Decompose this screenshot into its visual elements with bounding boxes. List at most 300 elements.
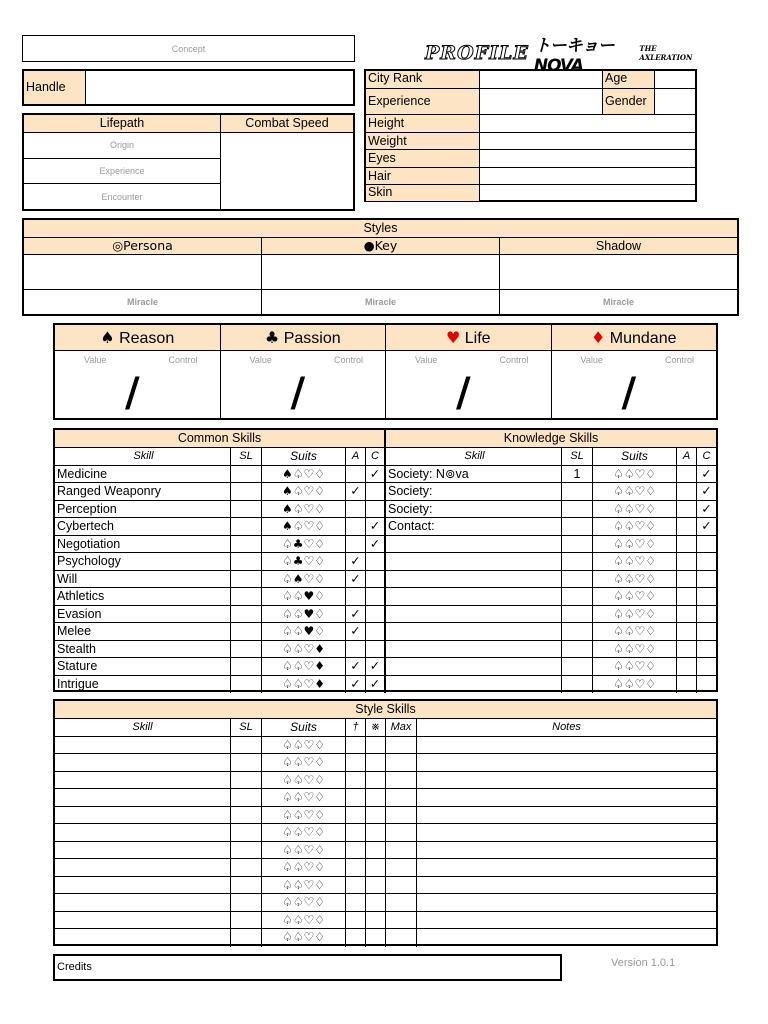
- common-skill-name[interactable]: Melee: [55, 623, 231, 641]
- style-skill-ref[interactable]: [366, 929, 386, 947]
- skin-value[interactable]: [480, 185, 695, 201]
- style-skill-suits: ♤♤♡♢: [262, 754, 346, 772]
- common-skill-suits: ♠♤♡♢: [262, 466, 346, 484]
- attribute-life-slash: /: [456, 370, 471, 416]
- attribute-mundane-value-label: Value: [580, 355, 603, 365]
- gender-value[interactable]: [655, 89, 695, 114]
- style-skill-notes[interactable]: [417, 807, 716, 825]
- style-skill-ref[interactable]: [366, 824, 386, 842]
- style-skill-notes[interactable]: [417, 789, 716, 807]
- common-skill-a[interactable]: ✓: [346, 483, 366, 501]
- common-skill-a[interactable]: [346, 536, 366, 554]
- style-skill-notes[interactable]: [417, 754, 716, 772]
- heart-icon: ♥: [445, 328, 461, 347]
- knowledge-skill-sl[interactable]: [562, 588, 593, 606]
- style-skill-sl[interactable]: [231, 929, 262, 947]
- style-skill-sl[interactable]: [231, 807, 262, 825]
- common-skill-c[interactable]: [366, 641, 386, 659]
- attribute-reason-label: Reason: [119, 330, 175, 347]
- height-value[interactable]: [480, 115, 695, 132]
- knowledge-skill-c[interactable]: [697, 536, 716, 554]
- style-skill-notes[interactable]: [417, 772, 716, 790]
- common-skill-a[interactable]: ✓: [346, 623, 366, 641]
- knowledge-skill-c[interactable]: ✓: [697, 518, 716, 536]
- knowledge-skill-suits: ♤♤♡♢: [593, 501, 677, 519]
- style-skill-row: [55, 754, 716, 772]
- common-skill-sl[interactable]: [231, 571, 262, 589]
- knowledge-skill-sl[interactable]: [562, 571, 593, 589]
- style-skill-dagger[interactable]: [346, 894, 366, 912]
- knowledge-skill-a[interactable]: [677, 501, 697, 519]
- common-skill-a[interactable]: ✓: [346, 658, 366, 676]
- style-skill-ref[interactable]: [366, 842, 386, 860]
- knowledge-skill-a[interactable]: [677, 676, 697, 694]
- common-skill-a[interactable]: ✓: [346, 553, 366, 571]
- style-skill-suits: ♤♤♡♢: [262, 737, 346, 755]
- common-skill-name[interactable]: Ranged Weaponry: [55, 483, 231, 501]
- style-skill-notes[interactable]: [417, 894, 716, 912]
- knowledge-skill-sl[interactable]: [562, 641, 593, 659]
- knowledge-skill-suits: ♤♤♡♢: [593, 571, 677, 589]
- knowledge-skill-suits: ♤♤♡♢: [593, 536, 677, 554]
- common-skill-a[interactable]: [346, 466, 366, 484]
- style-skill-max[interactable]: [386, 842, 417, 860]
- common-skill-c[interactable]: [366, 553, 386, 571]
- style-skill-max[interactable]: [386, 859, 417, 877]
- credits-field[interactable]: [53, 954, 562, 981]
- common-skill-c[interactable]: [366, 483, 386, 501]
- knowledge-skill-name[interactable]: [386, 658, 562, 676]
- knowledge-skill-name[interactable]: Society: N⊚va: [386, 466, 562, 484]
- common-skill-sl[interactable]: [231, 676, 262, 694]
- attribute-passion-control-label: Control: [333, 355, 363, 365]
- style-skill-dagger[interactable]: [346, 737, 366, 755]
- styles-box: [22, 218, 739, 316]
- ss-col-max: Max: [386, 719, 417, 737]
- style-skill-name[interactable]: [55, 737, 231, 755]
- common-skill-suits: ♤♣♡♢: [262, 553, 346, 571]
- knowledge-skill-a[interactable]: [677, 536, 697, 554]
- common-skill-a[interactable]: [346, 588, 366, 606]
- ss-col-suits: Suits: [262, 719, 346, 737]
- knowledge-skill-name[interactable]: [386, 571, 562, 589]
- common-skill-sl[interactable]: [231, 536, 262, 554]
- attribute-passion-value-label: Value: [249, 355, 272, 365]
- combat-speed-title: Combat Speed: [221, 115, 353, 133]
- common-skill-suits: ♠♤♡♢: [262, 483, 346, 501]
- style-skill-row: [55, 842, 716, 860]
- style-skill-row: [55, 894, 716, 912]
- logo-tagline: THE AXLERATION: [639, 44, 693, 62]
- table-row: [55, 501, 716, 519]
- style-skill-name[interactable]: [55, 772, 231, 790]
- eyes-value[interactable]: [480, 150, 695, 167]
- knowledge-skill-c[interactable]: ✓: [697, 501, 716, 519]
- common-skill-sl[interactable]: [231, 606, 262, 624]
- common-skill-name[interactable]: Stealth: [55, 641, 231, 659]
- common-skill-name[interactable]: Will: [55, 571, 231, 589]
- city-rank-value[interactable]: [480, 71, 603, 88]
- common-skill-suits: ♤♤♡♦: [262, 641, 346, 659]
- style-key: [262, 238, 500, 314]
- lifepath-encounter[interactable]: Encounter: [101, 191, 143, 202]
- style-skill-ref[interactable]: [366, 737, 386, 755]
- style-skill-row: [55, 807, 716, 825]
- style-key-value[interactable]: [262, 255, 499, 290]
- style-skill-ref[interactable]: [366, 789, 386, 807]
- style-key-label: ●Key: [262, 238, 499, 255]
- style-skill-max[interactable]: [386, 772, 417, 790]
- style-skill-notes[interactable]: [417, 842, 716, 860]
- attribute-life-label: Life: [464, 330, 491, 347]
- style-skill-max[interactable]: [386, 807, 417, 825]
- handle-label: Handle: [24, 71, 86, 104]
- knowledge-skill-sl[interactable]: [562, 676, 593, 694]
- common-skill-name[interactable]: Evasion: [55, 606, 231, 624]
- style-skill-sl[interactable]: [231, 772, 262, 790]
- style-skill-dagger[interactable]: [346, 754, 366, 772]
- common-skill-sl[interactable]: [231, 501, 262, 519]
- style-skill-name[interactable]: [55, 842, 231, 860]
- knowledge-skill-a[interactable]: [677, 466, 697, 484]
- common-skill-c[interactable]: ✓: [366, 676, 386, 694]
- style-skill-dagger[interactable]: [346, 842, 366, 860]
- common-skill-a[interactable]: [346, 518, 366, 536]
- table-row: [55, 536, 716, 554]
- style-skill-suits: ♤♤♡♢: [262, 929, 346, 947]
- common-skill-a[interactable]: ✓: [346, 676, 366, 694]
- knowledge-skill-sl[interactable]: [562, 501, 593, 519]
- knowledge-skill-c[interactable]: [697, 588, 716, 606]
- col-suits: Suits: [262, 448, 346, 466]
- attribute-life[interactable]: [386, 325, 552, 418]
- knowledge-skill-suits: ♤♤♡♢: [593, 588, 677, 606]
- knowledge-skill-suits: ♤♤♡♢: [593, 676, 677, 694]
- knowledge-skill-a[interactable]: [677, 483, 697, 501]
- style-skill-notes[interactable]: [417, 929, 716, 947]
- style-skill-dagger[interactable]: [346, 929, 366, 947]
- style-skill-name[interactable]: [55, 789, 231, 807]
- knowledge-skill-sl[interactable]: [562, 606, 593, 624]
- table-row: [55, 658, 716, 676]
- knowledge-skill-suits: ♤♤♡♢: [593, 606, 677, 624]
- common-skill-sl[interactable]: [231, 483, 262, 501]
- knowledge-skill-c[interactable]: [697, 641, 716, 659]
- knowledge-skill-a[interactable]: [677, 571, 697, 589]
- style-skill-ref[interactable]: [366, 877, 386, 895]
- weight-value[interactable]: [480, 133, 695, 150]
- style-skills-title: Style Skills: [55, 701, 716, 719]
- knowledge-skill-name[interactable]: [386, 588, 562, 606]
- knowledge-skill-c[interactable]: [697, 571, 716, 589]
- style-skill-row: [55, 772, 716, 790]
- style-skill-name[interactable]: [55, 859, 231, 877]
- knowledge-skill-name[interactable]: [386, 606, 562, 624]
- style-shadow-label: Shadow: [500, 238, 737, 255]
- style-skill-name[interactable]: [55, 929, 231, 947]
- style-skill-rows: [55, 737, 716, 947]
- attribute-reason[interactable]: [55, 325, 221, 418]
- knowledge-skill-suits: ♤♤♡♢: [593, 623, 677, 641]
- style-skill-suits: ♤♤♡♢: [262, 859, 346, 877]
- knowledge-skill-c[interactable]: [697, 658, 716, 676]
- ss-col-notes: Notes: [417, 719, 716, 737]
- common-skill-sl[interactable]: [231, 588, 262, 606]
- table-row: [55, 571, 716, 589]
- common-skill-sl[interactable]: [231, 658, 262, 676]
- style-key-miracle: Miracle: [364, 297, 397, 307]
- attribute-mundane-label: Mundane: [609, 330, 677, 347]
- style-skill-ref[interactable]: [366, 912, 386, 930]
- style-skill-sl[interactable]: [231, 737, 262, 755]
- knowledge-skill-a[interactable]: [677, 588, 697, 606]
- knowledge-skill-name[interactable]: Contact:: [386, 518, 562, 536]
- attribute-life-value-label: Value: [415, 355, 438, 365]
- style-skill-name[interactable]: [55, 824, 231, 842]
- style-skill-name[interactable]: [55, 754, 231, 772]
- attribute-mundane[interactable]: [552, 325, 717, 418]
- style-skill-name[interactable]: [55, 912, 231, 930]
- style-skill-row: [55, 824, 716, 842]
- style-skills-header-row: [55, 719, 716, 737]
- col-k-suits: Suits: [593, 448, 677, 466]
- common-skill-c[interactable]: [366, 623, 386, 641]
- col-a: A: [346, 448, 366, 466]
- lifepath-title: Lifepath: [24, 115, 220, 133]
- common-skill-name[interactable]: Negotiation: [55, 536, 231, 554]
- common-skill-name[interactable]: Perception: [55, 501, 231, 519]
- knowledge-skill-sl[interactable]: [562, 483, 593, 501]
- style-skill-suits: ♤♤♡♢: [262, 877, 346, 895]
- style-skill-dagger[interactable]: [346, 824, 366, 842]
- common-skill-name[interactable]: Cybertech: [55, 518, 231, 536]
- common-skill-sl[interactable]: [231, 553, 262, 571]
- style-skill-dagger[interactable]: [346, 912, 366, 930]
- knowledge-skill-a[interactable]: [677, 641, 697, 659]
- style-skill-sl[interactable]: [231, 789, 262, 807]
- style-skill-suits: ♤♤♡♢: [262, 772, 346, 790]
- common-skill-c[interactable]: [366, 588, 386, 606]
- knowledge-skill-a[interactable]: [677, 623, 697, 641]
- concept-label: Concept: [171, 44, 206, 54]
- style-skill-sl[interactable]: [231, 824, 262, 842]
- knowledge-skill-c[interactable]: ✓: [697, 466, 716, 484]
- knowledge-skill-suits: ♤♤♡♢: [593, 641, 677, 659]
- knowledge-skill-name[interactable]: [386, 623, 562, 641]
- knowledge-skill-a[interactable]: [677, 518, 697, 536]
- style-skill-ref[interactable]: [366, 859, 386, 877]
- lifepath-origin[interactable]: Origin: [24, 133, 220, 159]
- common-skill-c[interactable]: [366, 606, 386, 624]
- style-shadow-miracle: Miracle: [602, 297, 635, 307]
- style-skill-sl[interactable]: [231, 877, 262, 895]
- common-skill-a[interactable]: ✓: [346, 606, 366, 624]
- table-row: [55, 623, 716, 641]
- style-skill-max[interactable]: [386, 789, 417, 807]
- experience-value[interactable]: [480, 89, 603, 114]
- attribute-reason-slash: /: [125, 370, 140, 416]
- logo-profile: PROFILE: [425, 42, 529, 64]
- knowledge-skill-suits: ♤♤♡♢: [593, 553, 677, 571]
- logo: [425, 35, 697, 76]
- style-skill-max[interactable]: [386, 737, 417, 755]
- style-skill-ref[interactable]: [366, 754, 386, 772]
- common-skill-suits: ♤♤♥♢: [262, 588, 346, 606]
- style-skill-max[interactable]: [386, 929, 417, 947]
- style-persona: [24, 238, 262, 314]
- knowledge-skill-name[interactable]: [386, 536, 562, 554]
- common-skill-suits: ♠♤♡♢: [262, 518, 346, 536]
- attribute-mundane-control-label: Control: [664, 355, 694, 365]
- handle-value[interactable]: [86, 71, 353, 104]
- style-skill-max[interactable]: [386, 877, 417, 895]
- common-skill-c[interactable]: ✓: [366, 658, 386, 676]
- common-skill-sl[interactable]: [231, 641, 262, 659]
- common-skill-name[interactable]: Stature: [55, 658, 231, 676]
- knowledge-skill-suits: ♤♤♡♢: [593, 518, 677, 536]
- style-skill-dagger[interactable]: [346, 877, 366, 895]
- style-persona-label: ◎Persona: [24, 238, 261, 255]
- lifepath-experience[interactable]: Experience: [24, 159, 220, 185]
- weight-label: Weight: [366, 133, 480, 150]
- knowledge-skill-c[interactable]: [697, 623, 716, 641]
- col-c: C: [366, 448, 386, 466]
- table-row: [55, 676, 716, 694]
- ss-col-skill: Skill: [55, 719, 231, 737]
- style-skill-name[interactable]: [55, 894, 231, 912]
- common-skill-name[interactable]: Psychology: [55, 553, 231, 571]
- col-k-sl: SL: [562, 448, 593, 466]
- knowledge-skill-sl[interactable]: [562, 623, 593, 641]
- style-skill-max[interactable]: [386, 894, 417, 912]
- knowledge-skill-name[interactable]: [386, 553, 562, 571]
- spade-icon: ♠: [100, 328, 115, 347]
- style-skill-row: [55, 789, 716, 807]
- table-row: [55, 483, 716, 501]
- handle-field[interactable]: [22, 69, 355, 106]
- knowledge-skill-name[interactable]: [386, 676, 562, 694]
- knowledge-skill-name[interactable]: Society:: [386, 483, 562, 501]
- knowledge-skill-c[interactable]: ✓: [697, 483, 716, 501]
- city-rank-label: City Rank: [366, 71, 480, 88]
- age-value[interactable]: [655, 71, 695, 88]
- knowledge-skill-suits: ♤♤♡♢: [593, 658, 677, 676]
- common-skill-suits: ♤♠♡♢: [262, 571, 346, 589]
- knowledge-skill-a[interactable]: [677, 658, 697, 676]
- style-skill-notes[interactable]: [417, 859, 716, 877]
- style-skill-ref[interactable]: [366, 807, 386, 825]
- common-skill-a[interactable]: ✓: [346, 571, 366, 589]
- age-label: Age: [603, 71, 655, 88]
- knowledge-skill-suits: ♤♤♡♢: [593, 466, 677, 484]
- knowledge-skill-c[interactable]: [697, 553, 716, 571]
- common-skill-a[interactable]: [346, 501, 366, 519]
- knowledge-skill-sl[interactable]: [562, 518, 593, 536]
- table-row: [55, 588, 716, 606]
- style-skill-max[interactable]: [386, 912, 417, 930]
- styles-title: Styles: [24, 220, 737, 238]
- logo-name: トーキョーNOVA: [533, 35, 614, 76]
- common-skill-a[interactable]: [346, 641, 366, 659]
- style-skill-sl[interactable]: [231, 842, 262, 860]
- style-skill-sl[interactable]: [231, 859, 262, 877]
- style-skill-ref[interactable]: [366, 894, 386, 912]
- diamond-icon: ♦: [590, 328, 606, 347]
- table-row: [55, 606, 716, 624]
- style-skill-suits: ♤♤♡♢: [262, 894, 346, 912]
- col-sl: SL: [231, 448, 262, 466]
- common-skill-c[interactable]: [366, 571, 386, 589]
- knowledge-skill-c[interactable]: [697, 606, 716, 624]
- style-skill-max[interactable]: [386, 754, 417, 772]
- club-icon: ♣: [264, 328, 280, 347]
- knowledge-skill-name[interactable]: Society:: [386, 501, 562, 519]
- style-skill-name[interactable]: [55, 807, 231, 825]
- style-skill-sl[interactable]: [231, 894, 262, 912]
- attribute-passion[interactable]: [221, 325, 387, 418]
- common-skill-suits: ♤♤♥♢: [262, 606, 346, 624]
- style-skill-dagger[interactable]: [346, 772, 366, 790]
- common-skill-c[interactable]: ✓: [366, 466, 386, 484]
- common-skill-c[interactable]: ✓: [366, 518, 386, 536]
- common-skill-sl[interactable]: [231, 466, 262, 484]
- knowledge-skill-a[interactable]: [677, 606, 697, 624]
- common-skill-name[interactable]: Medicine: [55, 466, 231, 484]
- concept-field[interactable]: [22, 35, 355, 62]
- style-persona-value[interactable]: [24, 255, 261, 290]
- knowledge-skill-sl[interactable]: [562, 536, 593, 554]
- common-skill-c[interactable]: [366, 501, 386, 519]
- style-shadow-value[interactable]: [500, 255, 737, 290]
- hair-value[interactable]: [480, 168, 695, 185]
- knowledge-skill-sl[interactable]: [562, 553, 593, 571]
- knowledge-skill-c[interactable]: [697, 676, 716, 694]
- style-skill-name[interactable]: [55, 877, 231, 895]
- style-persona-miracle: Miracle: [126, 297, 159, 307]
- table-row: [55, 641, 716, 659]
- combat-speed-value[interactable]: [221, 133, 353, 209]
- common-skill-name[interactable]: Athletics: [55, 588, 231, 606]
- style-skill-max[interactable]: [386, 824, 417, 842]
- style-skill-sl[interactable]: [231, 754, 262, 772]
- style-skill-dagger[interactable]: [346, 859, 366, 877]
- common-skill-c[interactable]: ✓: [366, 536, 386, 554]
- knowledge-skill-a[interactable]: [677, 553, 697, 571]
- common-skill-sl[interactable]: [231, 518, 262, 536]
- style-skill-dagger[interactable]: [346, 807, 366, 825]
- knowledge-skill-sl[interactable]: 1: [562, 466, 593, 484]
- style-skill-suits: ♤♤♡♢: [262, 842, 346, 860]
- style-skill-notes[interactable]: [417, 737, 716, 755]
- style-skill-row: [55, 877, 716, 895]
- style-skill-dagger[interactable]: [346, 789, 366, 807]
- style-skill-notes[interactable]: [417, 912, 716, 930]
- knowledge-skill-sl[interactable]: [562, 658, 593, 676]
- common-skill-name[interactable]: Intrigue: [55, 676, 231, 694]
- gender-label: Gender: [603, 89, 655, 114]
- style-skill-sl[interactable]: [231, 912, 262, 930]
- style-skill-notes[interactable]: [417, 877, 716, 895]
- common-skill-sl[interactable]: [231, 623, 262, 641]
- profile-box: [364, 69, 697, 202]
- style-skill-notes[interactable]: [417, 824, 716, 842]
- knowledge-skill-suits: ♤♤♡♢: [593, 483, 677, 501]
- skill-rows: [55, 466, 716, 694]
- knowledge-skill-name[interactable]: [386, 641, 562, 659]
- skin-label: Skin: [366, 185, 480, 201]
- style-skill-ref[interactable]: [366, 772, 386, 790]
- style-skill-row: [55, 912, 716, 930]
